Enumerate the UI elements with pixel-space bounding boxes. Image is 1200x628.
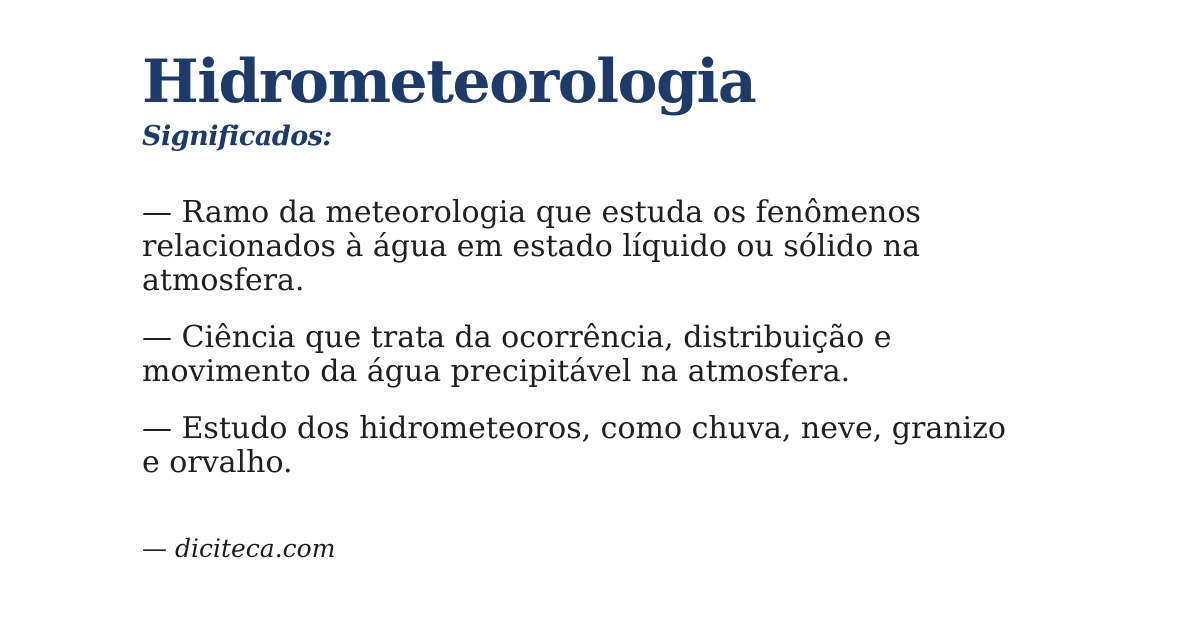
definitions-list bbox=[142, 196, 1160, 480]
definition-line: movimento da água precipitável na atmosfera. bbox=[142, 354, 851, 389]
meanings-label: Significados: bbox=[142, 121, 332, 152]
definition-line: — Estudo dos hidrometeoros, como chuva, neve, granizo bbox=[142, 411, 1006, 446]
definition-paragraph bbox=[142, 196, 1160, 298]
definition-line: atmosfera. bbox=[142, 263, 305, 298]
definition-paragraph bbox=[142, 321, 1160, 389]
definition-line: e orvalho. bbox=[142, 445, 293, 480]
definition-line: — Ramo da meteorologia que estuda os fenômenos bbox=[142, 195, 921, 230]
definition-paragraph bbox=[142, 412, 1160, 480]
source-attribution: — diciteca.com bbox=[142, 534, 336, 563]
definition-line: relacionados à água em estado líquido ou sólido na bbox=[142, 229, 921, 264]
page-title: Hidrometeorologia bbox=[142, 47, 756, 117]
definition-line: — Ciência que trata da ocorrência, distribuição e bbox=[142, 320, 892, 355]
